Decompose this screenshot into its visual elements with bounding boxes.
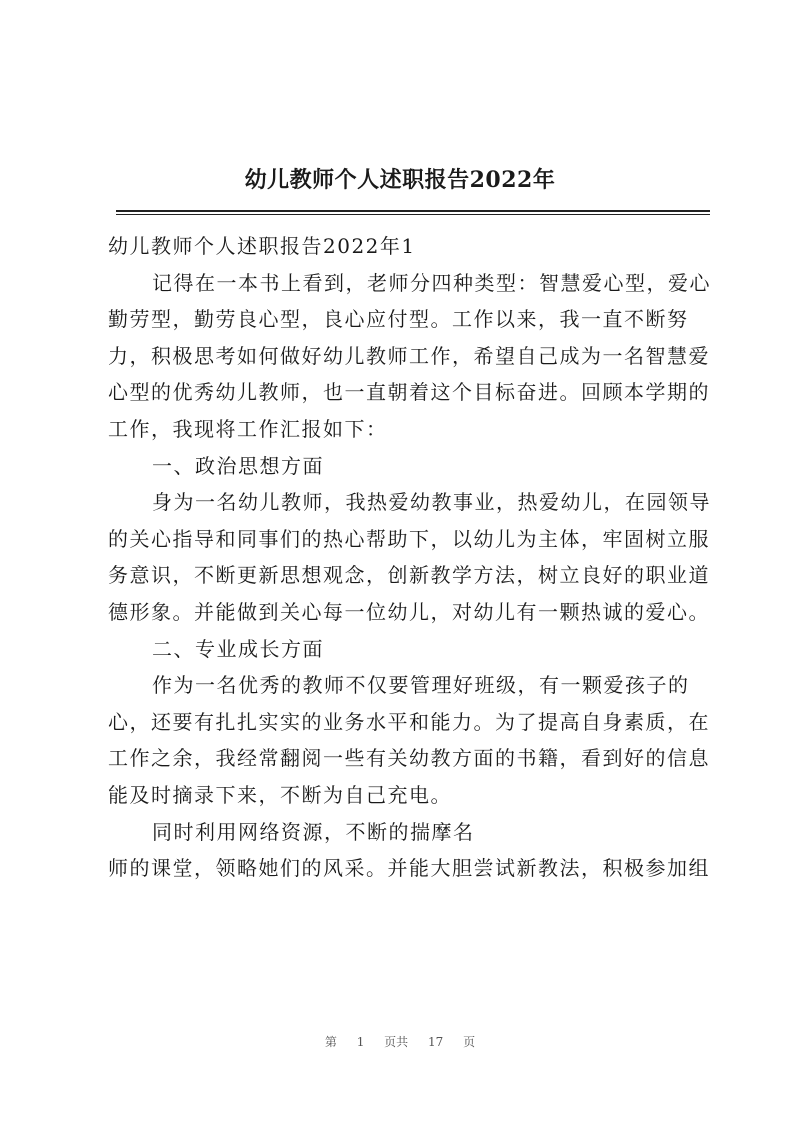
body-line: 工作之余，我经常翻阅一些有关幼教方面的书籍，看到好的信息 bbox=[108, 746, 710, 771]
body-line: 务意识，不断更新思想观念，创新教学方法，树立良好的职业道 bbox=[108, 563, 710, 588]
document-title: 幼儿教师个人述职报告2022年 bbox=[244, 167, 556, 193]
body-line: 工作，我现将工作汇报如下： bbox=[108, 416, 388, 441]
body-line: 记得在一本书上看到，老师分四种类型：智慧爱心型，爱心 bbox=[152, 270, 711, 295]
footer-label-of: 页共 bbox=[384, 1035, 409, 1049]
section-heading: 二、专业成长方面 bbox=[152, 636, 324, 661]
body-line: 的关心指导和同事们的热心帮助下，以幼儿为主体，牢固树立服 bbox=[108, 526, 710, 551]
body-line: 德形象。并能做到关心每一位幼儿，对幼儿有一颗热诚的爱心。 bbox=[108, 599, 710, 624]
title-divider-thin bbox=[116, 214, 710, 215]
body-line: 勤劳型，勤劳良心型，良心应付型。工作以来，我一直不断努 bbox=[108, 307, 689, 332]
body-line: 作为一名优秀的教师不仅要管理好班级，有一颗爱孩子的 bbox=[152, 673, 690, 698]
body-line: 心，还要有扎扎实实的业务水平和能力。为了提高自身素质，在 bbox=[108, 709, 710, 734]
page-footer bbox=[0, 1033, 800, 1050]
body-line: 能及时摘录下来，不断为自己充电。 bbox=[108, 782, 452, 807]
body-line: 力，积极思考如何做好幼儿教师工作，希望自己成为一名智慧爱 bbox=[108, 343, 710, 368]
body-line: 同时利用网络资源，不断的揣摩名 bbox=[152, 819, 475, 844]
footer-total-pages: 17 bbox=[428, 1035, 444, 1049]
footer-label-end: 页 bbox=[463, 1035, 476, 1049]
body-line: 身为一名幼儿教师，我热爱幼教事业，热爱幼儿，在园领导 bbox=[152, 490, 711, 515]
section-heading: 一、政治思想方面 bbox=[152, 453, 324, 478]
footer-current-page: 1 bbox=[356, 1035, 365, 1049]
body-line: 师的课堂，领略她们的风采。并能大胆尝试新教法，积极参加组 bbox=[108, 856, 710, 881]
body-line: 幼儿教师个人述职报告2022年1 bbox=[108, 234, 416, 258]
title-divider-thick bbox=[116, 210, 710, 212]
body-line: 心型的优秀幼儿教师，也一直朝着这个目标奋进。回顾本学期的 bbox=[108, 380, 710, 405]
footer-label-page: 第 bbox=[324, 1035, 337, 1049]
document-body bbox=[108, 228, 714, 887]
